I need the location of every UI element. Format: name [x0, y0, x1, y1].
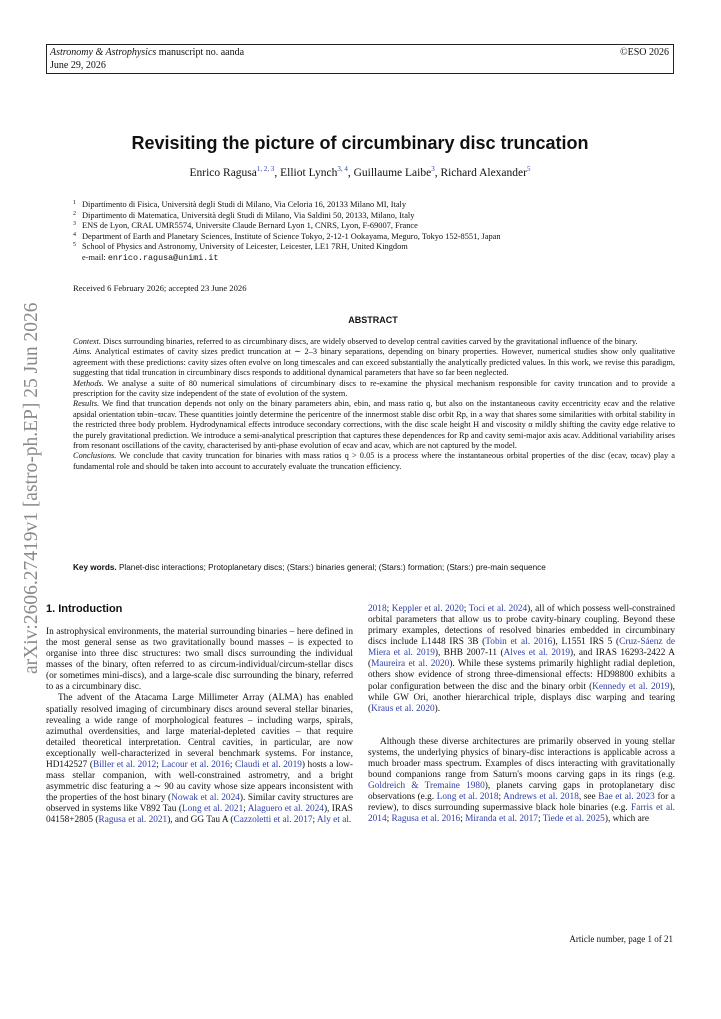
affiliation-1 — [73, 200, 673, 211]
abstract-text: We analyse a suite of 80 numerical simulations of circumbinary discs to re-examine the physical mechanism responsible for cavity truncation and to provide a prescription for the cavity size independent of the state of evolution of the system. — [73, 378, 675, 399]
paragraph-3 — [368, 604, 675, 715]
affiliation-text: Department of Earth and Planetary Sciences, Institute of Science Tokyo, 2-12-1 Ookayama, Meguro, Tokyo 152-8551, Japan — [82, 231, 501, 241]
text-run: ), which are — [604, 814, 649, 825]
affiliation-number: 3 — [73, 221, 76, 228]
citation-link[interactable]: Cazzoletti et al. 2017 — [233, 815, 313, 826]
affiliation-4 — [73, 232, 673, 243]
text-run: ), and IRAS 16293-2422 A ( — [368, 648, 675, 670]
text-run: , see — [578, 792, 599, 803]
author-list — [46, 165, 674, 179]
text-run: ; — [460, 814, 466, 825]
abstract-label: Context. — [73, 337, 102, 346]
affiliation-number: 5 — [73, 242, 76, 249]
text-run: ; — [537, 814, 543, 825]
arxiv-stamp — [6, 270, 48, 675]
email-line — [73, 253, 673, 264]
header-date: June 29, 2026 — [50, 60, 106, 71]
keywords-text: Planet-disc interactions; Protoplanetary discs; (Stars:) binaries general; (Stars:) formation; (Stars:) pre-main sequence — [116, 563, 546, 572]
affiliation-text: Dipartimento di Fisica, Università degli Studi di Milano, Via Celoria 16, 20133 Milano MI, Italy — [82, 200, 407, 209]
text-run: for a review), to discs surrounding supermassive black hole binaries (e.g. — [368, 792, 676, 814]
text-run: Although these diverse architectures are primarily observed in young stellar systems, the underlying physics of binary-disc interactions is applicable across a much broader mass spectrum. Examples of discs interacting with gravitationally bound companions range from Saturn's moons carving gaps in its rings (e.g. — [368, 736, 675, 781]
citation-link[interactable]: Alves et al. 2019 — [503, 648, 570, 659]
citation-link[interactable]: Ragusa et al. 2016 — [391, 814, 461, 825]
abstract-text: Analytical estimates of cavity sizes predict truncation at ∼ 2–3 binary separations, depending on binary properties. However, numerical studies show only qualitative agreement with these predictions: cavity sizes often evolve on long timescales and can exceed substantially the analytically predicted values. In this work, we revise this paradigm, suggesting that tidal truncation in circumbinary discs responds to additional dynamical parameters that have so far been neglected. — [73, 347, 675, 378]
citation-link[interactable]: Farris et al. 2014 — [368, 803, 675, 825]
abstract-aims — [73, 347, 675, 378]
abstract-label: Conclusions. — [73, 451, 117, 461]
text-run: ), all of which possess well-constrained orbital parameters that allow us to probe cavity-binary coupling. Beyond these primary examples, detections of resolved binaries embedded in circumbinary discs include L1448 IRS 3B ( — [368, 604, 675, 648]
abstract-heading: ABSTRACT — [348, 315, 398, 325]
affiliation-3 — [73, 221, 673, 232]
abstract-conclusions — [73, 451, 675, 472]
abstract-methods — [73, 379, 675, 400]
citation-link[interactable]: Bae et al. 2023 — [598, 792, 655, 803]
text-run: ), IRAS 04158+2805 ( — [46, 804, 353, 826]
citation-link[interactable]: Goldreich & Tremaine 1980 — [368, 781, 485, 792]
text-run: ), L1551 IRS 5 ( — [552, 637, 620, 648]
text-run: ; — [156, 759, 162, 770]
keywords — [73, 563, 546, 572]
abstract-context — [73, 337, 675, 347]
text-run: ). While these systems primarily highlight radial depletion, others show evidence of strong three-dimensional effects: HD98800 exhibits a polar configuration between the disc and the binary orbit ( — [368, 659, 675, 692]
citation-link[interactable]: Nowak et al. 2024 — [171, 793, 240, 804]
affiliation-number: 2 — [73, 210, 76, 217]
text-run: ; — [312, 815, 317, 826]
copyright: ©ESO 2026 — [620, 47, 669, 58]
affiliation-5 — [73, 242, 673, 253]
abstract-label: Results. — [73, 399, 100, 409]
abstract-label: Methods. — [73, 378, 104, 388]
paragraph-4 — [368, 737, 675, 826]
citation-link[interactable]: Andrews et al. 2018 — [503, 792, 579, 803]
affiliations — [73, 200, 673, 264]
affiliation-text: ENS de Lyon, CRAL UMR5574, Universite Claude Bernard Lyon 1, CNRS, Lyon, F-69007, France — [82, 221, 418, 231]
abstract-text: Discs surrounding binaries, referred to as circumbinary discs, are widely observed to develop central cavities carved by the gravitational influence of the binary. — [101, 337, 638, 346]
citation-link[interactable]: Tiede et al. 2025 — [542, 814, 605, 825]
citation-link[interactable]: Kennedy et al. 2019 — [592, 681, 670, 692]
affiliation-2 — [73, 211, 673, 222]
paragraph-1: In astrophysical environments, the material surrounding binaries – here defined in the most general sense as two gravitationally bound masses – is expected to organise into three disc structures: two small discs surrounding the individual masses of the binary, often referred to as circum-individual/circum-stellar discs (or sometimes mini-discs), and a large-scale disc surrounding the binary, referred to as a circumbinary disc. — [46, 627, 353, 693]
citation-link[interactable]: Cruz-Sáenz de Miera et al. 2019 — [368, 637, 676, 659]
text-run: ), BHB 2007-11 ( — [434, 648, 504, 659]
author-1-affil[interactable]: 1, 2, 3 — [256, 165, 275, 173]
text-run: ). — [434, 703, 441, 714]
abstract-body — [73, 337, 675, 472]
text-run: ; — [463, 604, 469, 614]
received-dates: Received 6 February 2026; accepted 23 June 2026 — [73, 283, 247, 293]
author-2: Elliot Lynch — [280, 166, 338, 179]
abstract-label: Aims. — [73, 347, 92, 357]
abstract-text: We find that truncation depends not only on the binary parameters abin, ebin, and mass ratio q, but also on the instantaneous cavity eccentricity ecav and the relative apsidal orientation ϖbin−ϖcav. These quantities jointly determine the pericentre of the innermost stable disc orbit Rp, in a way that shares some similarities with orbital stability in the restricted three body problem. Hydrodynamical effects introduce secondary corrections, with the disc scale height H and viscosity α mildly shifting the cavity edge relative to the purely gravitational prediction. We introduce a semi-analytical prescription that captures these dependences for Rp and cavity semi-major axis acav. Additional variability arises from resonant oscillations of the cavity, characterised by anti-phase evolution of ecav and acav, which are not captured by the model. — [73, 399, 675, 451]
section-heading: 1. Introduction — [46, 603, 123, 615]
author-sep: , — [434, 166, 441, 179]
left-column — [46, 627, 353, 826]
author-3-affil[interactable]: 3 — [431, 165, 435, 173]
journal-line — [50, 46, 670, 59]
abstract-results — [73, 399, 675, 451]
author-sep: , — [274, 166, 281, 179]
email-label: e-mail: — [82, 252, 108, 262]
author-2-affil[interactable]: 3, 4 — [337, 165, 348, 173]
text-run: ; — [243, 804, 248, 815]
citation-link[interactable]: Aly et al. — [316, 815, 352, 826]
citation-link[interactable]: Long et al. 2021 — [181, 804, 244, 815]
text-run: ; — [386, 814, 392, 825]
citation-link[interactable]: Alaguero et al. 2024 — [247, 804, 324, 815]
email-address[interactable]: enrico.ragusa@unimi.it — [107, 252, 219, 263]
abstract-text: We conclude that cavity truncation for binaries with mass ratios q > 0.05 is a process where the instantaneous orbital properties of the disc (ecav, ϖcav) play a fundamental role and should be taken into account to accurately evaluate the truncation efficiency. — [73, 451, 675, 471]
affiliation-text: School of Physics and Astronomy, University of Leicester, Leicester, LE1 7RH, United Kingdom — [82, 242, 408, 252]
citation-link[interactable]: Kraus et al. 2020 — [371, 703, 435, 714]
citation-link[interactable]: Biller et al. 2012 — [93, 759, 157, 770]
arxiv-stamp-text: arXiv:2606.27419v1 [astro-ph.EP] 25 Jun 2026 — [21, 302, 42, 674]
affiliation-text: Dipartimento di Matematica, Università degli Studi di Milano, Via Saldini 50, 20133, Milano, Italy — [82, 210, 415, 220]
text-run: ). Similar cavity structures are observed in systems like V892 Tau ( — [46, 793, 353, 815]
author-4: Richard Alexander — [440, 166, 527, 179]
affiliation-number: 4 — [73, 231, 76, 238]
journal-header — [46, 44, 674, 74]
text-run: ; — [229, 759, 235, 770]
citation-link[interactable]: Tobin et al. 2016 — [485, 637, 553, 648]
journal-name: Astronomy & Astrophysics — [50, 47, 157, 58]
text-run: ), and GG Tau A ( — [167, 815, 234, 826]
manuscript-id: manuscript no. aanda — [156, 47, 245, 58]
citation-link[interactable]: Ragusa et al. 2021 — [98, 815, 168, 826]
citation-link[interactable]: Miranda et al. 2017 — [465, 814, 538, 825]
citation-link[interactable]: Claudi et al. 2019 — [235, 759, 302, 770]
affiliation-number: 1 — [73, 200, 76, 206]
author-sep: , — [347, 166, 354, 179]
text-run: ; — [498, 792, 504, 803]
author-3: Guillaume Laibe — [353, 166, 432, 179]
page-footer: Article number, page 1 of 21 — [569, 934, 673, 944]
keywords-label: Key words. — [73, 563, 117, 572]
text-run: ; — [386, 604, 392, 614]
text-run: ), planets carving gaps in protoplanetary disc observations (e.g. — [368, 781, 675, 803]
author-4-affil[interactable]: 5 — [526, 165, 531, 173]
text-run: The advent of the Atacama Large Millimeter Array (ALMA) has enabled spatially resolved imaging of circumbinary discs around several stellar binaries, revealing a wide range of morphological features – including warps, spirals, azimuthal overdensities, and large material-depleted cavities – that require detailed theoretical interpretation. Central cavities, in particular, are now exceptionally well-characterized in several benchmark systems. For instance, HD142527 ( — [46, 693, 353, 770]
citation-link[interactable]: 2018 — [368, 604, 387, 614]
citation-link[interactable]: Long et al. 2018 — [436, 792, 499, 803]
citation-link[interactable]: Maureira et al. 2020 — [371, 659, 450, 670]
paragraph-2 — [46, 693, 353, 826]
text-run: ), while GW Ori, another hierarchical triple, displays disc warping and tearing ( — [368, 681, 675, 714]
text-run: ) hosts a low-mass stellar companion, with well-constrained astrometry, and a bright asymmetric disc featuring a ∼ 90 au cavity whose size appears inconsistent with the properties of the host binary ( — [46, 759, 353, 804]
paper-title: Revisiting the picture of circumbinary disc truncation — [131, 133, 589, 153]
citation-link[interactable]: Toci et al. 2024 — [468, 604, 528, 614]
citation-link[interactable]: Lacour et al. 2016 — [161, 759, 230, 770]
author-1: Enrico Ragusa — [189, 166, 257, 179]
citation-link[interactable]: Keppler et al. 2020 — [391, 604, 464, 614]
right-column — [368, 604, 675, 825]
arxiv-stamp-svg — [6, 270, 48, 675]
